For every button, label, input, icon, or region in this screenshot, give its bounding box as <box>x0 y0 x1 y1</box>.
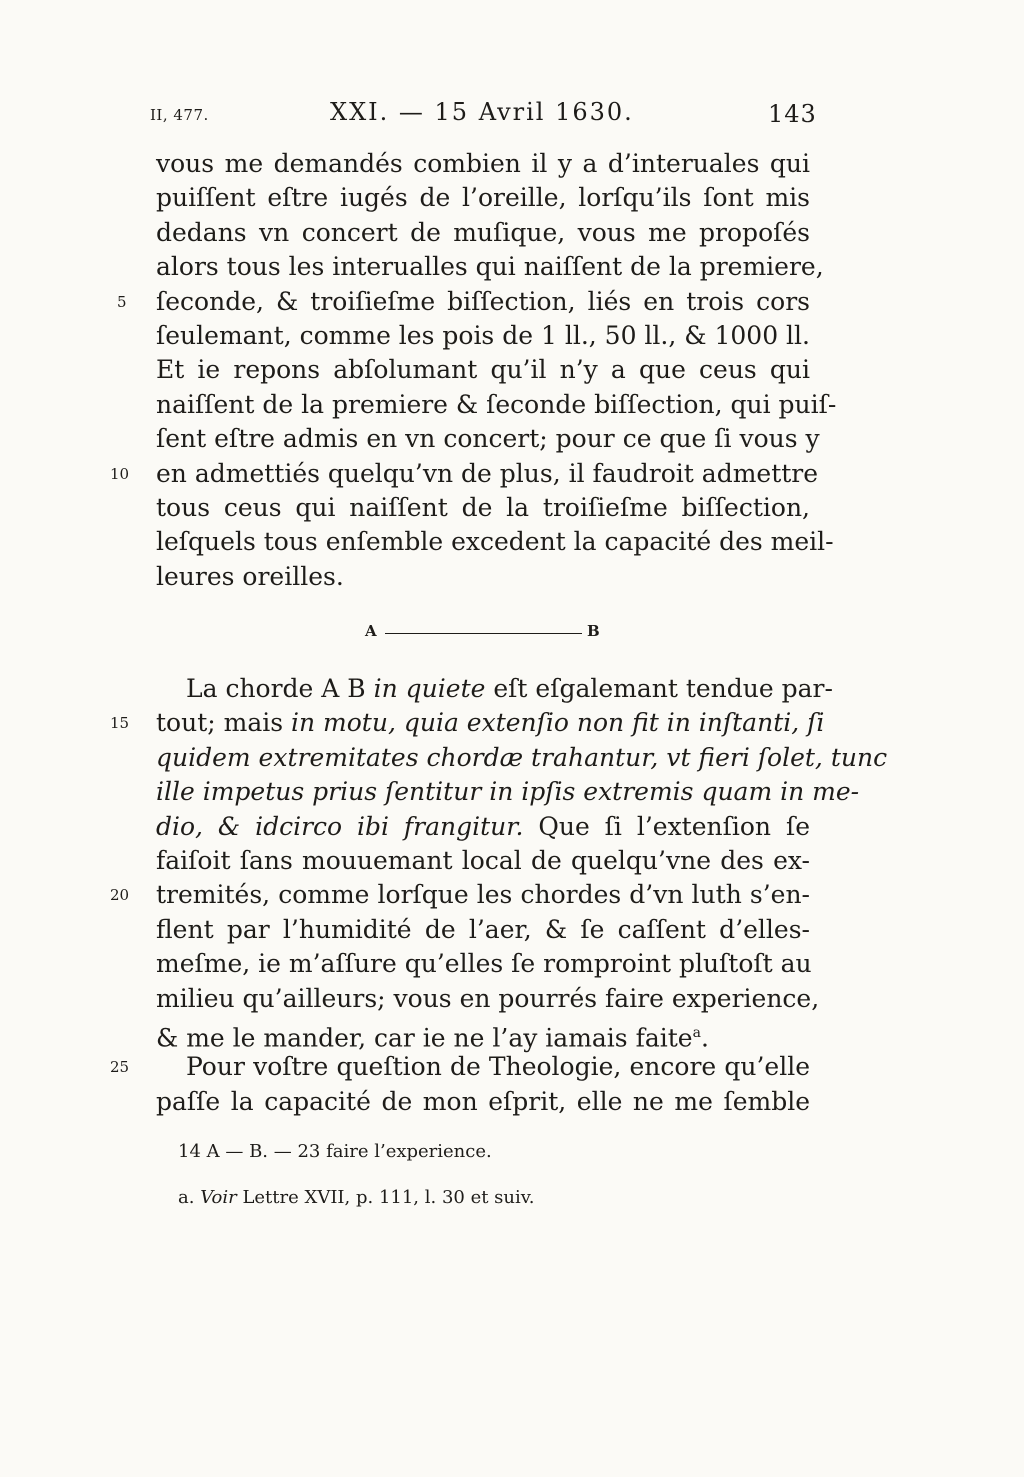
text-span: milieu qu’ailleurs; vous en pourrés faire experience, <box>156 984 820 1013</box>
text-line <box>156 982 820 1016</box>
text-line <box>156 844 810 878</box>
text-line <box>156 810 810 844</box>
chord-label-a: A <box>365 622 377 640</box>
text-span: . <box>700 1023 709 1053</box>
variant-note: 14 A — B. — 23 faire l’experience. <box>178 1141 492 1162</box>
line-number: 5 <box>117 293 127 311</box>
line-number: 25 <box>110 1058 130 1076</box>
text-line <box>156 913 810 947</box>
text-span: eſt eſgalemant tendue par- <box>485 674 833 703</box>
text-line: vous me demandés combien il y a d’interuales qui <box>156 149 810 178</box>
text-line <box>156 878 810 912</box>
text-line: leures oreilles. <box>156 562 344 591</box>
latin-text: in quiete <box>373 674 486 703</box>
text-line: ſeulemant, comme les pois de 1 ll., 50 ll., & 1000 ll. <box>156 321 810 350</box>
text-line <box>156 1085 810 1119</box>
text-line <box>156 775 860 809</box>
text-span: La chorde A B <box>186 674 374 703</box>
text-span: paſſe la capacité de mon eſprit, elle ne me ſemble <box>156 1087 810 1116</box>
page-title: XXI. — 15 Avril 1630. <box>330 98 634 126</box>
latin-text: quidem extremitates chordæ trahantur, vt fieri ſolet, tunc <box>156 743 888 772</box>
chord-diagram <box>360 620 610 644</box>
text-span: tremités, comme lorſque les chordes d’vn luth s’en- <box>156 880 810 909</box>
text-span: faiſoit ſans mouuemant local de quelqu’vne des ex- <box>156 846 810 875</box>
text-line: en admettiés quelqu’vn de plus, il faudroit admettre <box>156 459 819 488</box>
text-line: ſent eſtre admis en vn concert; pour ce que ſi vous y <box>156 424 820 453</box>
text-span: Pour voſtre queſtion de Theologie, encore qu’elle <box>186 1052 810 1081</box>
text-line <box>156 672 833 706</box>
chord-label-b: B <box>587 622 600 640</box>
footnote-label: a. <box>178 1187 195 1208</box>
text-line: naiſſent de la premiere & ſeconde biſſection, qui puiſ- <box>156 390 837 419</box>
text-line: Et ie repons abſolumant qu’il n’y a que ceus qui <box>156 355 810 384</box>
footnote-a <box>178 1187 535 1209</box>
text-line <box>156 1016 810 1053</box>
text-line <box>156 741 888 775</box>
text-line: puiſſent eſtre iugés de l’oreille, lorſqu’ils ſont mis <box>156 183 810 212</box>
page-number: 143 <box>768 100 817 128</box>
footnote-voir: Voir <box>200 1187 237 1208</box>
footnote-text: Lettre XVII, p. 111, l. 30 et suiv. <box>236 1187 535 1208</box>
text-line: alors tous les interualles qui naiſſent de la premiere, <box>156 252 824 281</box>
text-span: tout; mais <box>156 708 291 737</box>
text-line <box>156 706 825 740</box>
text-span: & me le mander, car ie ne l’ay iamais faite <box>156 1023 693 1053</box>
text-line: ſeconde, & troiſieſme biſſection, liés en trois cors <box>156 287 810 316</box>
text-span: meſme, ie m’aſſure qu’elles ſe romproint pluſtoſt au <box>156 949 812 978</box>
edition-reference: II, 477. <box>150 106 209 124</box>
text-line: tous ceus qui naiſſent de la troiſieſme biſſection, <box>156 493 810 522</box>
text-span: flent par l’humidité de l’aer, & ſe caſſent d’elles- <box>156 915 810 944</box>
text-line: dedans vn concert de muſique, vous me propoſés <box>156 218 810 247</box>
chord-line <box>385 633 582 634</box>
latin-text: in motu, quia extenſio non fit in inſtanti, ſi <box>291 708 825 737</box>
line-number: 10 <box>110 465 130 483</box>
text-line <box>156 947 810 981</box>
line-number: 20 <box>110 886 130 904</box>
text-line: leſquels tous enſemble excedent la capacité des meil- <box>156 527 834 556</box>
text-span: Que ſi l’extenſion ſe <box>523 812 810 841</box>
latin-text: dio, & idcirco ibi frangitur. <box>156 812 524 841</box>
line-number: 15 <box>110 714 130 732</box>
text-line <box>156 1050 810 1084</box>
latin-text: ille impetus prius ſentitur in ipſis extremis quam in me- <box>156 777 860 806</box>
footnote-marker: a <box>692 1025 701 1041</box>
